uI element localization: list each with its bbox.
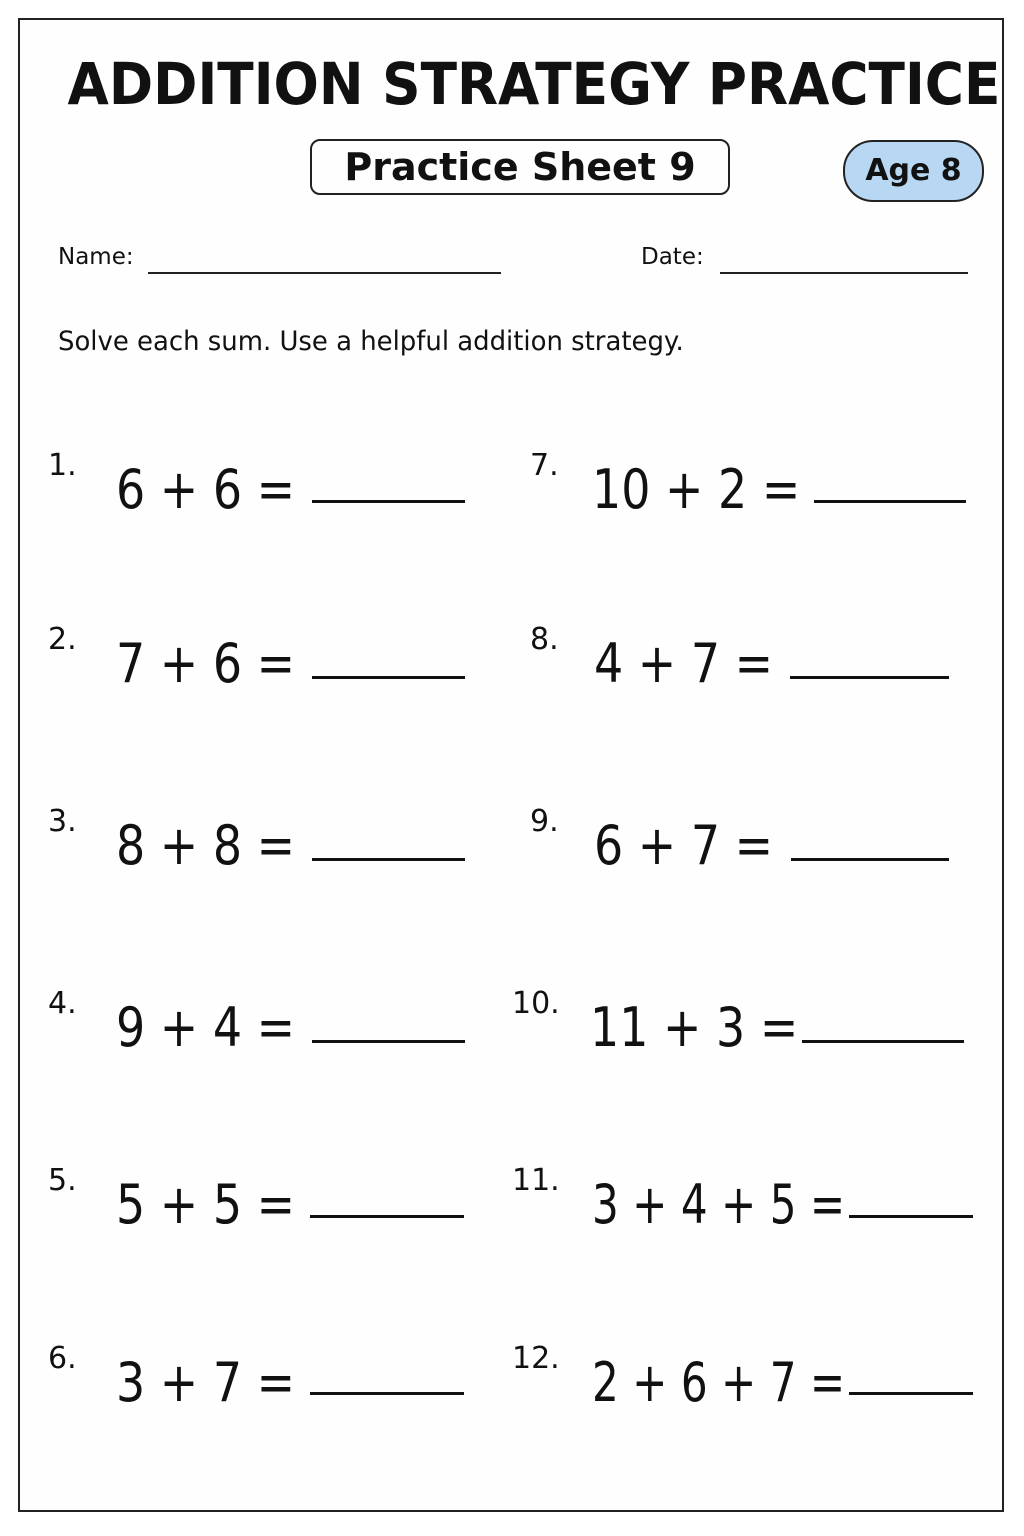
problem-item bbox=[48, 986, 468, 1059]
problem-expression: 4 + 7 = bbox=[594, 632, 774, 695]
problem-number: 5. bbox=[48, 1163, 77, 1198]
instructions-text: Solve each sum. Use a helpful addition strategy. bbox=[58, 326, 684, 357]
problem-item bbox=[48, 804, 468, 877]
worksheet-page bbox=[18, 18, 1004, 1512]
age-badge: Age 8 bbox=[843, 140, 984, 202]
problem-item bbox=[48, 1341, 468, 1414]
answer-blank[interactable] bbox=[312, 676, 465, 679]
answer-blank[interactable] bbox=[814, 500, 966, 503]
problem-item bbox=[512, 1341, 974, 1414]
date-field[interactable] bbox=[720, 272, 968, 274]
answer-blank[interactable] bbox=[790, 676, 949, 679]
practice-sheet-label: Practice Sheet 9 bbox=[310, 139, 730, 195]
answer-blank[interactable] bbox=[310, 1215, 464, 1218]
name-label: Name: bbox=[58, 244, 134, 270]
worksheet-title: ADDITION STRATEGY PRACTICE bbox=[67, 50, 1001, 118]
problem-item bbox=[530, 804, 970, 877]
problem-item bbox=[530, 622, 970, 695]
problem-expression: 5 + 5 = bbox=[116, 1173, 296, 1236]
answer-blank[interactable] bbox=[849, 1392, 973, 1395]
answer-blank[interactable] bbox=[312, 1040, 465, 1043]
problem-number: 2. bbox=[48, 622, 77, 657]
problem-expression: 3 + 4 + 5 = bbox=[592, 1173, 846, 1236]
problem-number: 8. bbox=[530, 622, 559, 657]
date-label: Date: bbox=[641, 244, 704, 270]
problem-item bbox=[48, 448, 468, 521]
problem-item bbox=[512, 986, 972, 1059]
problem-expression: 8 + 8 = bbox=[116, 814, 296, 877]
problem-expression: 2 + 6 + 7 = bbox=[592, 1351, 846, 1414]
problem-expression: 3 + 7 = bbox=[116, 1351, 296, 1414]
problem-expression: 9 + 4 = bbox=[116, 996, 296, 1059]
problem-expression: 10 + 2 = bbox=[592, 458, 801, 521]
problem-number: 9. bbox=[530, 804, 559, 839]
problem-number: 12. bbox=[512, 1341, 560, 1376]
problem-item bbox=[48, 1163, 468, 1236]
problem-expression: 6 + 6 = bbox=[116, 458, 296, 521]
problem-number: 3. bbox=[48, 804, 77, 839]
answer-blank[interactable] bbox=[312, 500, 465, 503]
problem-item bbox=[48, 622, 468, 695]
problem-expression: 6 + 7 = bbox=[594, 814, 774, 877]
problem-number: 7. bbox=[530, 448, 559, 483]
problem-number: 10. bbox=[512, 986, 560, 1021]
answer-blank[interactable] bbox=[791, 858, 949, 861]
answer-blank[interactable] bbox=[310, 1392, 464, 1395]
answer-blank[interactable] bbox=[849, 1215, 973, 1218]
problem-number: 1. bbox=[48, 448, 77, 483]
problem-number: 4. bbox=[48, 986, 77, 1021]
problem-item bbox=[530, 448, 970, 521]
answer-blank[interactable] bbox=[312, 858, 465, 861]
problem-item bbox=[512, 1163, 974, 1236]
problem-expression: 7 + 6 = bbox=[116, 632, 296, 695]
problem-number: 6. bbox=[48, 1341, 77, 1376]
answer-blank[interactable] bbox=[802, 1040, 964, 1043]
problem-expression: 11 + 3 = bbox=[590, 996, 799, 1059]
name-field[interactable] bbox=[148, 272, 501, 274]
problem-number: 11. bbox=[512, 1163, 560, 1198]
